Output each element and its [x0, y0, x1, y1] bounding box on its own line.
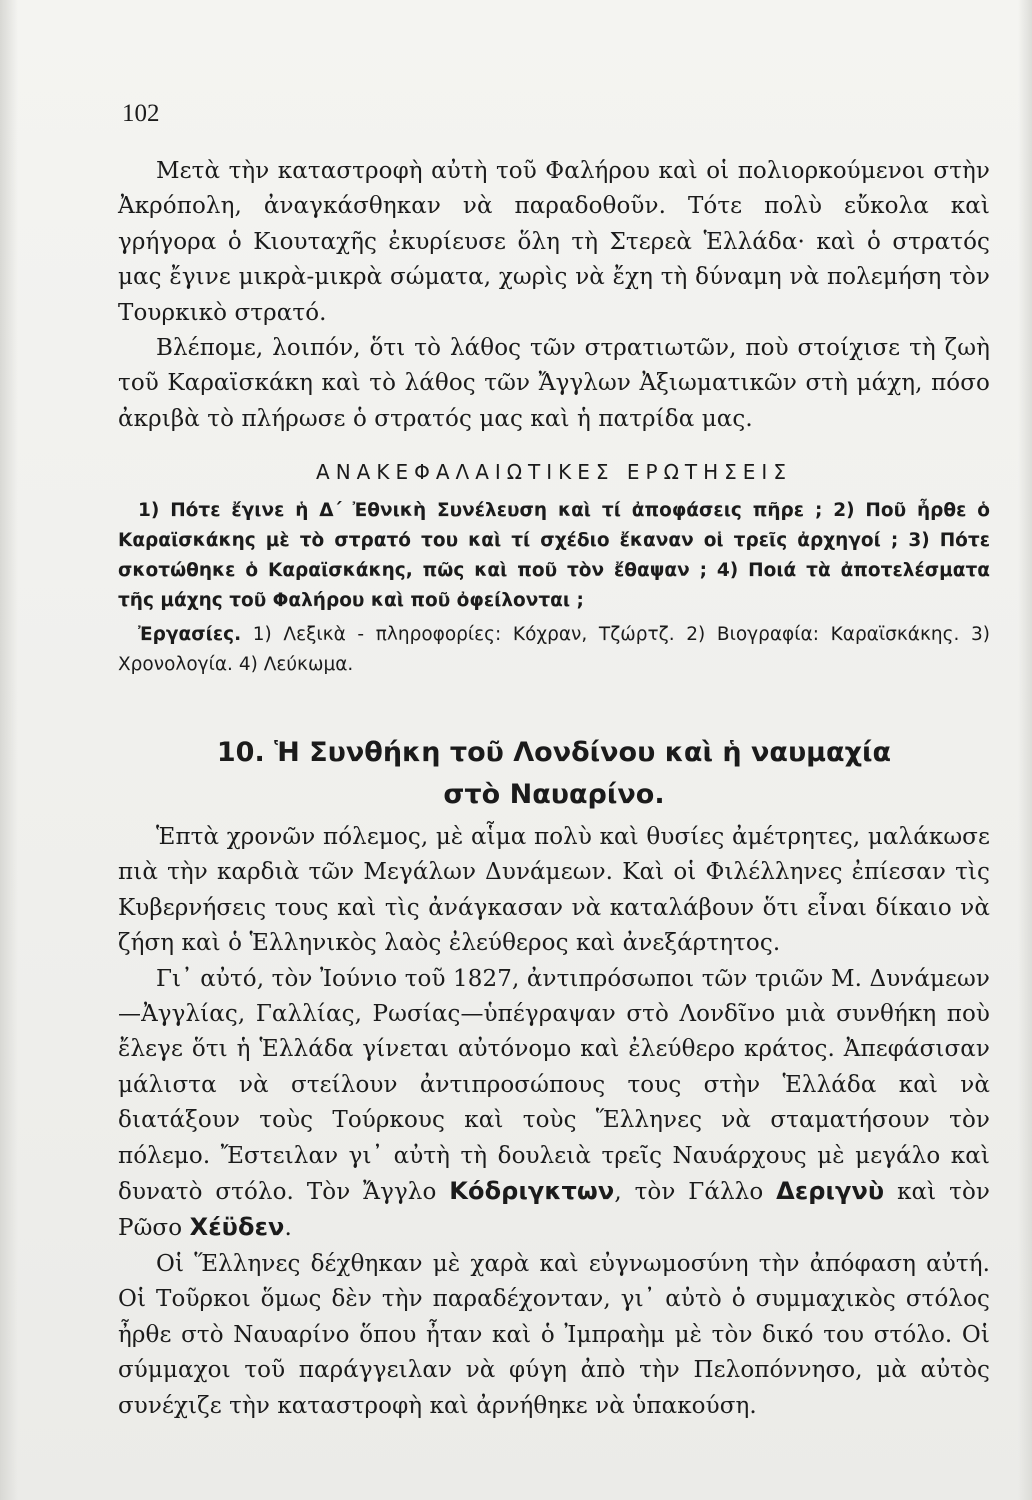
chapter-title-line-2: στὸ Ναυαρίνο. — [443, 779, 665, 810]
review-questions-text: 1) Πότε ἔγινε ἡ Δ΄ Ἐθνικὴ Συνέλευση καὶ τί ἀποφάσεις πῆρε ; 2) Ποῦ ἦρθε ὁ Καραϊσκάκης μὲ τὸ στρατό του καὶ τί σχέδιο ἔκαναν οἱ τρεῖς ἀρχηγοί ; 3) Πότε σκοτώθηκε ὁ Καραϊσκάκης, πῶς καὶ ποῦ τὸν ἔθαψαν ; 4) Ποιά τὰ ἀποτελέσματα τῆς μάχης τοῦ Φαλήρου καὶ ποῦ ὀφείλονται ; — [118, 500, 990, 611]
tasks-paragraph — [118, 620, 990, 680]
chapter-paragraph-2-text: Γι᾿ αὐτό, τὸν Ἰούνιο τοῦ 1827, ἀντιπρόσωποι τῶν τριῶν Μ. Δυνάμεων—Ἀγγλίας, Γαλλίας, Ρωσίας—ὑπέγραψαν στὸ Λονδῖνο μιὰ συνθήκη ποὺ ἔλεγε ὅτι ἡ Ἑλλάδα γίνεται αὐτόνομο καὶ ἐλεύθερο κράτος. Ἀπεφάσισαν μάλιστα νὰ στείλουν ἀντιπροσώπους τους στὴν Ἑλλάδα καὶ νὰ διατάξουν τοὺς Τούρκους καὶ τοὺς Ἕλληνες νὰ σταματήσουν τὸν πόλεμο. Ἔστειλαν γι᾿ αὐτὴ τὴ δουλειὰ τρεῖς Ναυάρχους μὲ μεγάλο καὶ δυνατὸ στόλο. Τὸν Ἄγγλο — [118, 965, 990, 1206]
scan-shadow-right — [1018, 0, 1032, 1500]
page-number: 102 — [122, 100, 160, 127]
intro-text — [118, 154, 990, 437]
admiral-name-heyden: Χέϋδεν — [189, 1213, 285, 1242]
admiral-name-codrington: Κόδριγκτων — [449, 1177, 615, 1206]
chapter-paragraph-1: Ἑπτὰ χρονῶν πόλεμος, μὲ αἷμα πολὺ καὶ θυσίες ἀμέτρητες, μαλάκωσε πιὰ τὴν καρδιὰ τῶν Μεγάλων Δυνάμεων. Καὶ οἱ Φιλέλληνες ἐπίεσαν τὶς Κυβερνήσεις τους καὶ τὶς ἀνάγκασαν νὰ καταλάβουν ὅτι εἶναι δίκαιο νὰ ζήση καὶ ὁ Ἑλληνικὸς λαὸς ἐλεύθερος καὶ ἀνεξάρτητος. — [118, 824, 990, 957]
chapter-paragraph-2 — [118, 962, 990, 1247]
scan-shadow-left — [0, 0, 18, 1500]
tasks-label: Ἐργασίες. — [138, 624, 242, 645]
admiral-name-de-rigny: Δεριγνὺ — [776, 1177, 885, 1206]
intro-paragraph-2: Βλέπομε, λοιπόν, ὅτι τὸ λάθος τῶν στρατιωτῶν, ποὺ στοίχισε τὴ ζωὴ τοῦ Καραϊσκάκη καὶ τὸ λάθος τῶν Ἄγγλων Ἀξιωματικῶν στὴ μάχη, πόσο ἀκριβὰ τὸ πλήρωσε ὁ στρατός μας καὶ ἡ πατρίδα μας. — [118, 335, 990, 432]
paragraph-2-end: . — [284, 1215, 292, 1242]
intro-paragraph-1: Μετὰ τὴν καταστροφὴ αὐτὴ τοῦ Φαλήρου καὶ οἱ πολιορκούμενοι στὴν Ἀκρόπολη, ἀναγκάσθηκαν νὰ παραδοθοῦν. Τότε πολὺ εὔκολα καὶ γρήγορα ὁ Κιουταχῆς ἐκυρίευσε ὅλη τὴ Στερεὰ Ἑλλάδα· καὶ ὁ στρατός μας ἔγινε μικρὰ-μικρὰ σώματα, χωρὶς νὰ ἔχη τὴ δύναμη νὰ πολεμήση τὸν Τουρκικὸ στρατό. — [118, 158, 990, 326]
tasks — [118, 620, 990, 680]
review-questions — [118, 496, 990, 616]
connector-french: , τὸν Γάλλο — [614, 1179, 764, 1206]
chapter-title-line-1: 10. Ἡ Συνθήκη τοῦ Λονδίνου καὶ ἡ ναυμαχία — [216, 737, 892, 768]
chapter-text — [118, 820, 990, 1424]
tasks-text: 1) Λεξικὰ - πληροφορίες: Κόχραν, Τζώρτζ. 2) Βιογραφία: Καραϊσκάκης. 3) Χρονολογία. 4) Λεύκωμα. — [118, 624, 990, 675]
connector-russian: καὶ τὸν Ρῶσο — [118, 1179, 991, 1242]
chapter-title — [118, 732, 990, 816]
chapter-paragraph-3: Οἱ Ἕλληνες δέχθηκαν μὲ χαρὰ καὶ εὐγνωμοσύνη τὴν ἀπόφαση αὐτή. Οἱ Τοῦρκοι ὅμως δὲν τὴν παραδέχονταν, γι᾿ αὐτὸ ὁ συμμαχικὸς στόλος ἦρθε στὸ Ναυαρίνο ὅπου ἦταν καὶ ὁ Ἰμπραὴμ μὲ τὸν δικό του στόλο. Οἱ σύμμαχοι τοῦ παράγγειλαν νὰ φύγη ἀπὸ τὴν Πελοπόννησο, μὰ αὐτὸς συνέχιζε τὴν καταστροφὴ καὶ ἀρνήθηκε νὰ ὑπακούση. — [118, 1250, 990, 1419]
review-questions-heading: ΑΝΑΚΕΦΑΛΑΙΩΤΙΚΕΣ ΕΡΩΤΗΣΕΙΣ — [316, 460, 792, 484]
